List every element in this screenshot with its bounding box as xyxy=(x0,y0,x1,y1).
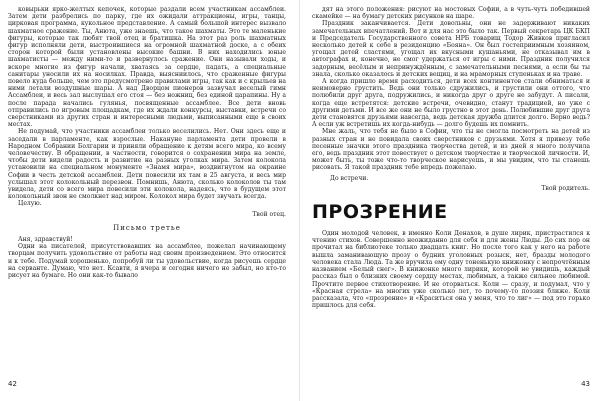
signature: Твой отец. xyxy=(252,210,286,218)
paragraph: Целую. xyxy=(18,200,42,208)
page-number: 42 xyxy=(8,380,17,388)
letter-heading: Письмо третье xyxy=(113,223,181,232)
article-title: ПРОЗРЕНИЕ xyxy=(312,201,448,224)
signature: Твой родитель. xyxy=(541,184,590,192)
left-page xyxy=(8,6,286,394)
paragraph: Праздник заканчивается. Дети довольны, они не задерживают никаких замечательных впечатлений. Вот и для нас это было так. Первый секретарь ЦК БКП и Председатель Государственного совета НРБ товарищ Тодор Живков пригласил несколько детей к себе в резиденцию «Бояна». Он был гостеприимным хозяином, угощал детей сластями, угощал их вкусными кушаньями, не отказывал им в автографах и, конечно, не смог удержаться от игры с ними. Праздник получился задорным, весёлым и непринуждённым, с замечательными песнями, а если бы ты знала, сколько оказалось и детских вещиц, и на мраморных ступеньках и на траве. xyxy=(312,20,590,78)
paragraph: ковырьки ярко-желтых кепочек, которые раздали всем участникам ассамблеи. Затем дети разбрелись по парку, где их ожидали аттракционы, игры, танцы, цирковая программа, кукольное представление. А самый большой интерес вызвало шахматное сражение. Ты, Анюта, уже знаешь, что такое шахматы. Это те маленькие фигуры, которые так любят твой отец и братишка. На этот раз роль шахматных фигур исполняли дети, выстроившиеся на огромной шахматной доске, а с обеих сторон которой были установлены высокие башни. В них находились юные шахматисты — между ними-то и развернулось сражение. Они называли ходы, и вскоре многие из фигур начали, хватаясь за сердце, падать, а специальные санитары уносили их на носилках. Правда, выясниилось, что сраженные фигуры повело куда больше, чем это предусмотрено правилами игры, так как и с крыльев на ними летали воздушные шары. А над Дворцом пионеров зазвучал веселый гимн Ассамблеи, и весь зал выслушал его стоя — без ножниц, без единой царапины. Ну а после парада начались гулянья, посвященные ассамблее. Все дети вновь отправились по игровым площадкам, где их ждали конкурсы, выставки, встречи со сверстниками из других стран и интересными людьми, выписанными еще в своих местах. xyxy=(8,6,286,129)
paragraph: дят на этого положения: рисуют на мостовых Софии, а в чуть-чуть победившей скамейке — на бумагу детских рисунков на шаре. xyxy=(312,6,590,21)
paragraph: Мне жаль, что тебя не было в Софии, что ты не смогла посмотреть на детей из разных стран и не повидала своих сверстников с друзьями. Хотя я привезу тебе песенные значки этого праздника творчества детей, и из дней я много получила его, ведь праздник этот повествует о детском творчестве и творческой личности. И, может быть, ты тоже что-то творческое нарисуешь, и мы увидим, что ты станешь рисовать. Я такой праздник тебе впредь пожелаю. xyxy=(312,128,590,172)
paragraph: Не подумай, что участники ассамблеи только веселились. Нет. Они здесь еще и заседали в парламенте, как взрослые. Накануне парламента дети провели в Народном Собрании Болгарии и приняли обращение к детям всего мира, ко всему человечеству. В обращении, в частности, говорится о сохранении мира на земле, чтобы дети видели радость и развитие на разных уголках мира. Затем колокола установили на специальном монументе «Знамя мира», воздвигнутом на окраине Софии в честь детской ассамблеи. Дети повесили их там в 25 августа, и весь мир услышал этот колокольный перезвон. Помнишь, Анюта, сколько колоколов ты там увидела, дети со всего мира повесили эти колокола, надеясь, что в будущем этот колокольный звон не смолкнет над миром. Колокол мира будет звучать всегда. xyxy=(8,128,286,201)
paragraph: А когда пришло время расходиться, дети всех континентов стали обниматься и неимоверно грустить. Ведь они только сдружились, и грустили они оттого, что полюбили друг друга, подружились, и никогда друг о друге не забудут. А писали, когда еще встретятся: детские встречи, очевидно, станут традицией, но уже с другими детьми. И все же они не было грустно в этот день. Полюбившие друг друга дети становятся друзьями навсегда, ведь детская дружба длится долго. Верно ведь? А если уж встретишь их когда-нибудь — долго будешь их помнить. xyxy=(312,78,590,129)
closing: До встречи. xyxy=(330,174,369,182)
page-number: 43 xyxy=(581,380,590,388)
gutter xyxy=(299,0,300,401)
paragraph: Один молодой человек, в именно Коли Денахов, в душе лирик, пристрастился к чтению стихов. Совершенно неожиданно для себя и для жены Люды. До сих пор он прочитал на библиотеке только двадцать книг. Но после того как у него на работе вышла заманивающую прозу о будних уголовных розыск, нет, бразды молодого человека стала Люда. Та же вручила ему одну тоненькую книжонку с непрочтённым названием «Белый снег». В книжонке много лирики, которой не увидишь, каждый рассказ был о близких своему сердцу местах, любимых, а также сильнее любимой. Прочтите первое стихотворение. И не оторваться. Коли — сразу, и подумал, что у «Красная стрела» на многих уже сколько лет, то почему-то поэзия ближе. Коли рассказала, что «прозрение» и «Краситься она у меня, что то лиг» — под это горько пришлось для себя. xyxy=(312,230,590,310)
right-page xyxy=(312,6,590,394)
paragraph: Одни на писателей, присутствовавших на ассамблее, пожелал начинающему творцам получить удовольствие от работы над своим произведением. Это относится и к тебе. Подумай хорошенько, попробуй ли ты удовольствие, когда рисуешь сердце на серванте. Думаю, что нет. Ксавти, я вчера и сегодня ничего не забыл, но кто-то рисует на бумаге. Но они как-то бывало xyxy=(8,243,286,279)
salutation: Аня, здравствуй! xyxy=(18,235,73,243)
